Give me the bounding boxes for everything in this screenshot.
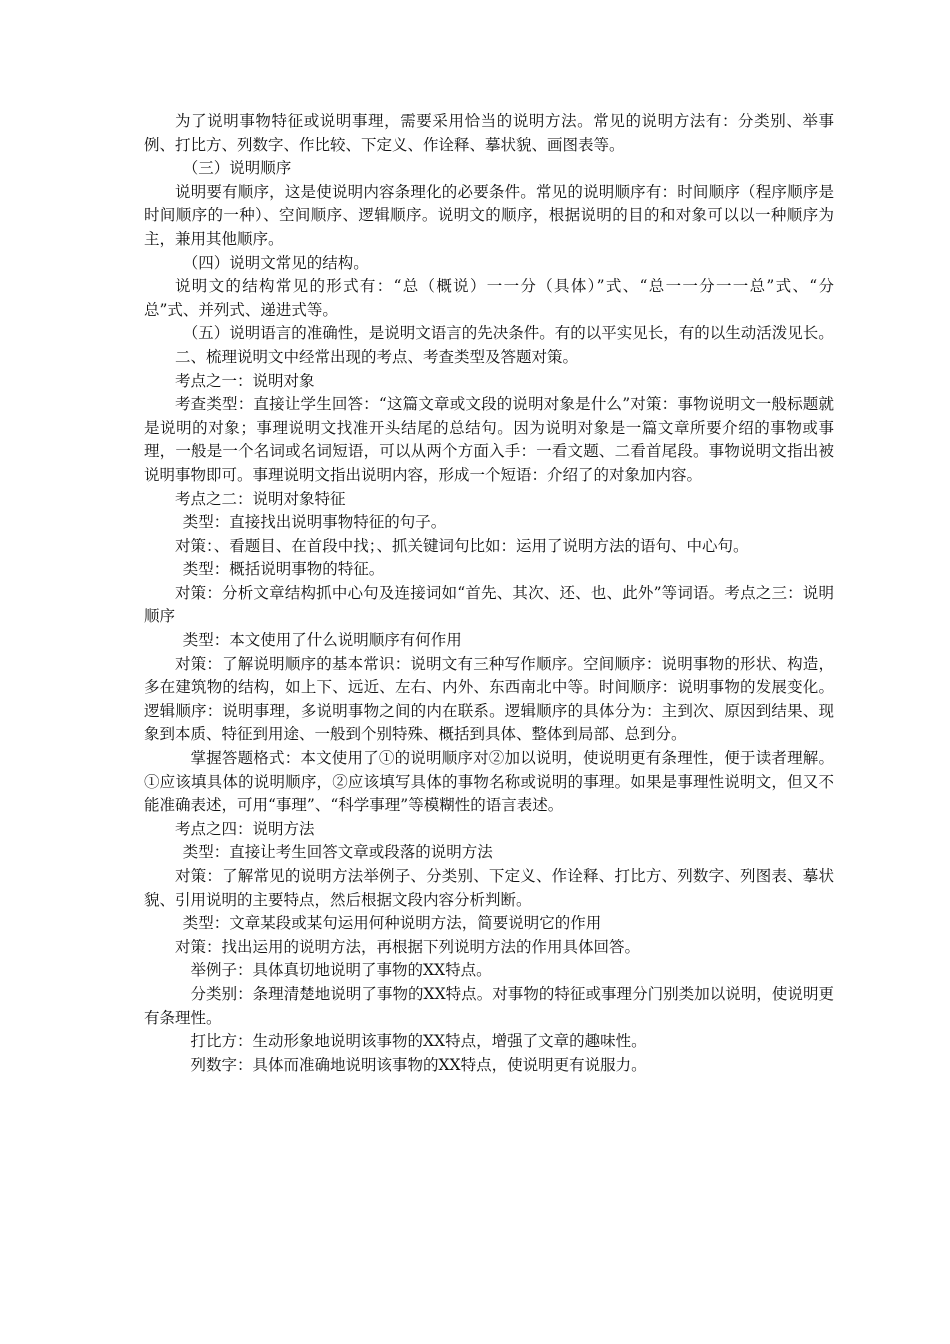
paragraph: 分类别：条理清楚地说明了事物的XX特点。对事物的特征或事理分门别类加以说明，使说明更有条理性。 (144, 984, 834, 1027)
paragraph: 为了说明事物特征或说明事理，需要采用恰当的说明方法。常见的说明方法有：分类别、举事例、打比方、列数字、作比较、下定义、作诠释、摹状貌、画图表等。 (144, 112, 834, 154)
section-heading: （四）说明文常见的结构。 (182, 253, 369, 272)
paragraph: 说明文的结构常见的形式有：“总（概说）一一分（具体）”式、“总一一分一一总”式、“分总”式、并列式、递进式等。 (144, 277, 834, 319)
paragraph: 打比方：生动形象地说明该事物的XX特点，增强了文章的趣味性。 (190, 1032, 647, 1051)
paragraph: 对策：、看题目、在首段中找；、抓关键词句比如：运用了说明方法的语句、中心句。 (175, 536, 749, 555)
paragraph: 对策：了解说明顺序的基本常识：说明文有三种写作顺序。空间顺序：说明事物的形状、构造，多在建筑物的结构，如上下、远近、左右、内外、东西南北中等。时间顺序：说明事物的发展变化。逻辑顺序：说明事理，多说明事物之间的内在联系。逻辑顺序的具体分为：主到次、原因到结果、现象到本质、特征到用途、一般到个别特殊、概括到具体、整体到局部、总到分。 (144, 654, 834, 744)
paragraph: 类型：直接让考生回答文章或段落的说明方法 (182, 843, 493, 862)
subheading: 考点之一：说明对象 (175, 371, 315, 390)
paragraph: 对策：了解常见的说明方法举例子、分类别、下定义、作诠释、打比方、列数字、列图表、摹状貌、引用说明的主要特点，然后根据文段内容分析判断。 (144, 867, 834, 909)
section-heading: 二、梳理说明文中经常出现的考点、考查类型及答题对策。 (175, 347, 579, 366)
paragraph: 列数字：具体而准确地说明该事物的XX特点，使说明更有说服力。 (190, 1055, 647, 1074)
document-body (144, 110, 834, 1077)
paragraph: 类型：概括说明事物的特征。 (182, 560, 385, 579)
paragraph: 对策：找出运用的说明方法，再根据下列说明方法的作用具体回答。 (175, 937, 641, 956)
section-heading: （三）说明顺序 (182, 159, 292, 178)
paragraph: 类型：文章某段或某句运用何种说明方法，简要说明它的作用 (182, 914, 602, 933)
paragraph: 举例子：具体真切地说明了事物的XX特点。 (190, 961, 492, 980)
paragraph: 类型：本文使用了什么说明顺序有何作用 (182, 631, 462, 650)
paragraph: 类型：直接找出说明事物特征的句子。 (182, 513, 447, 532)
paragraph: 掌握答题格式：本文使用了①的说明顺序对②加以说明，使说明更有条理性，便于读者理解。①应该填具体的说明顺序，②应该填写具体的事物名称或说明的事理。如果是事理性说明文，但又不能准确表述，可用“事理”、“科学事理”等模糊性的语言表述。 (144, 749, 834, 815)
paragraph: （五）说明语言的准确性，是说明文语言的先决条件。有的以平实见长，有的以生动活泼见长。 (182, 324, 834, 343)
paragraph: 对策：分析文章结构抓中心句及连接词如“首先、其次、还、也、此外”等词语。考点之三：说明顺序 (144, 583, 834, 626)
subheading: 考点之二：说明对象特征 (175, 489, 346, 508)
paragraph: 考查类型：直接让学生回答：“这篇文章或文段的说明对象是什么”对策：事物说明文一般标题就是说明的对象；事理说明文找准开头结尾的总结句。因为说明对象是一篇文章所要介绍的事物或事理，一般是一个名词或名词短语，可以从两个方面入手：一看文题、二看首尾段。事物说明文指出被说明事物即可。事理说明文指出说明内容，形成一个短语：介绍了的对象加内容。 (144, 395, 834, 484)
subheading: 考点之四：说明方法 (175, 819, 315, 838)
paragraph: 说明要有顺序，这是使说明内容条理化的必要条件。常见的说明顺序有：时间顺序（程序顺序是时间顺序的一种）、空间顺序、逻辑顺序。说明文的顺序，根据说明的目的和对象可以以一种顺序为主，兼用其他顺序。 (144, 182, 834, 248)
